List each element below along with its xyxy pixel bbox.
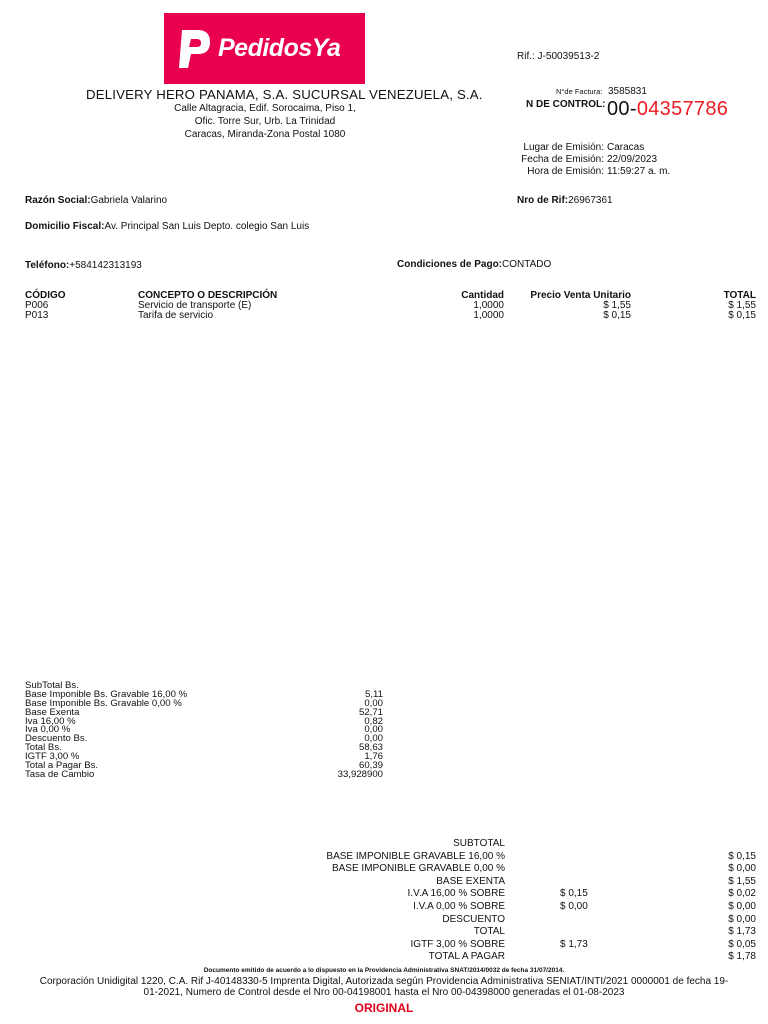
usd-subtotal-label: SUBTOTAL: [453, 838, 505, 849]
row-codigo: P006: [25, 300, 49, 311]
company-rif: Rif.: J-50039513-2: [517, 51, 600, 62]
lugar-value: Caracas: [607, 142, 645, 153]
bs-iva-16-label: Iva 16,00 %: [25, 715, 76, 727]
domicilio-label: Domicilio Fiscal:: [25, 221, 105, 232]
control-digits: 04357786: [636, 98, 729, 120]
printer-line-1: Corporación Unidigital 1220, C.A. Rif J-40148330-5 Imprenta Digital, Autorizada según Providencia Administrativa SENIAT/INTI/2021 0000001 de fecha 19-: [39, 976, 729, 987]
row-cantidad: 1,0000: [473, 310, 504, 321]
client-rif: [517, 195, 613, 206]
logo-text: PedidosYa: [218, 34, 341, 62]
usd-summary-bases: [560, 838, 632, 964]
row-precio: $ 1,55: [603, 300, 631, 311]
lugar-label: Lugar de Emisión:: [523, 142, 604, 153]
client-rif-label: Nro de Rif:: [517, 195, 569, 206]
col-header-codigo: CÓDIGO: [25, 290, 66, 301]
bs-subtotal-label: SubTotal Bs.: [25, 680, 79, 691]
usd-subtotal-value: [680, 838, 756, 851]
factura-number: 3585831: [608, 86, 647, 97]
bs-iva-0-label: Iva 0,00 %: [25, 724, 71, 736]
usd-igtf-label: IGTF 3,00 % SOBRE: [410, 938, 505, 950]
usd-iva-16-label: I.V.A 16,00 % SOBRE: [407, 888, 505, 900]
address-line-1: Calle Altagracia, Edif. Sorocaima, Piso 1,: [174, 103, 356, 114]
usd-descuento-label: DESCUENTO: [442, 913, 505, 925]
col-header-total: TOTAL: [723, 290, 756, 301]
row-concepto: Tarifa de servicio: [138, 310, 214, 321]
bs-iva-16-value: 0,82: [364, 715, 383, 727]
razon-social: [25, 195, 167, 206]
usd-base-gravable-0-value: $ 0,00: [728, 863, 756, 875]
bs-total-pagar-label: Total a Pagar Bs.: [25, 760, 99, 772]
usd-base-gravable-16-label: BASE IMPONIBLE GRAVABLE 16,00 %: [326, 850, 505, 862]
factura-label: N°de Factura:: [556, 87, 603, 96]
pedidosya-p-icon: [176, 26, 212, 72]
fecha-value: 22/09/2023: [607, 154, 658, 165]
telefono-value: +584142313193: [69, 260, 142, 271]
razon-value: Gabriela Valarino: [90, 195, 168, 206]
pedidosya-logo: [164, 13, 365, 84]
usd-mid-9: [560, 951, 632, 964]
usd-mid-7: [560, 926, 632, 939]
usd-base-gravable-16-value: $ 0,15: [728, 850, 756, 862]
usd-summary-values: [680, 838, 756, 964]
bs-tasa-cambio-label: Tasa de Cambio: [25, 768, 95, 780]
domicilio-value: Av. Principal San Luis Depto. colegio San Luis: [104, 221, 310, 232]
row-concepto: Servicio de transporte (E): [138, 300, 252, 311]
hora-label: Hora de Emisión:: [527, 166, 604, 177]
fecha-label: Fecha de Emisión:: [521, 154, 604, 165]
bs-base-gravable-16-value: 5,11: [365, 688, 383, 700]
col-header-cantidad: Cantidad: [461, 290, 504, 301]
condiciones-value: CONTADO: [502, 259, 552, 270]
bs-total-pagar-value: 60,39: [358, 760, 383, 772]
usd-descuento-value: $ 0,00: [728, 913, 756, 925]
usd-iva-0-base: $ 0,00: [560, 900, 588, 912]
bs-summary-values: [300, 682, 383, 780]
legal-note: Documento emitido de acuerdo a lo dispuesto en la Providencia Administrativa SNAT/2014/0032 de fecha 31/07/2014.: [203, 967, 565, 974]
usd-mid-1: [560, 851, 632, 864]
usd-total-pagar-value: $ 1,78: [728, 951, 756, 963]
usd-summary-labels: [250, 838, 505, 964]
condiciones-label: Condiciones de Pago:: [397, 259, 503, 270]
usd-iva-0-label: I.V.A 0,00 % SOBRE: [413, 900, 505, 912]
row-total: $ 0,15: [728, 310, 756, 321]
row-total: $ 1,55: [728, 300, 756, 311]
usd-mid-6: [560, 914, 632, 927]
usd-iva-0-value: $ 0,00: [728, 900, 756, 912]
printer-line-2: 01-2021, Numero de Control desde el Nro 00-04198001 hasta el Nro 00-04398000 generadas el 01-08-2023: [143, 987, 625, 998]
domicilio-fiscal: [25, 221, 309, 232]
usd-total-label: TOTAL: [473, 926, 505, 938]
bs-base-exenta-label: Base Exenta: [25, 706, 80, 718]
usd-igtf-value: $ 0,05: [728, 938, 756, 950]
address-line-3: Caracas, Miranda-Zona Postal 1080: [184, 129, 346, 140]
usd-base-gravable-0-label: BASE IMPONIBLE GRAVABLE 0,00 %: [331, 863, 505, 875]
usd-total-value: $ 1,73: [728, 926, 756, 938]
company-name: DELIVERY HERO PANAMA, S.A. SUCURSAL VENEZUELA, S.A.: [86, 87, 483, 102]
bs-tasa-cambio-value: 33,928900: [337, 768, 383, 780]
bs-descuento-label: Descuento Bs.: [25, 733, 88, 745]
usd-mid-0: [560, 838, 632, 851]
usd-iva-16-value: $ 0,02: [728, 888, 756, 900]
client-rif-value: 26967361: [568, 195, 613, 206]
row-codigo: P013: [25, 310, 49, 321]
usd-iva-16-base: $ 0,15: [560, 888, 588, 900]
row-cantidad: 1,0000: [473, 300, 504, 311]
address-line-2: Ofic. Torre Sur, Urb. La Trinidad: [194, 116, 336, 127]
bs-base-exenta-value: 52,71: [358, 706, 383, 718]
bs-total-value: 58,63: [358, 742, 383, 754]
bs-descuento-value: 0,00: [364, 733, 383, 745]
usd-mid-2: [560, 863, 632, 876]
telefono: [25, 260, 142, 271]
col-header-concepto: CONCEPTO O DESCRIPCIÓN: [138, 290, 278, 301]
usd-mid-3: [560, 876, 632, 889]
row-precio: $ 0,15: [603, 310, 631, 321]
control-number: [607, 98, 728, 121]
usd-igtf-base: $ 1,73: [560, 938, 588, 950]
bs-iva-0-value: 0,00: [364, 724, 383, 736]
control-prefix: 00-: [607, 98, 637, 120]
bs-total-label: Total Bs.: [25, 742, 62, 754]
bs-base-gravable-0-value: 0,00: [364, 697, 383, 709]
bs-base-gravable-0-label: Base Imponible Bs. Gravable 0,00 %: [25, 697, 182, 709]
razon-label: Razón Social:: [25, 195, 91, 206]
original-stamp: ORIGINAL: [354, 1001, 414, 1015]
bs-igtf-label: IGTF 3,00 %: [25, 751, 80, 763]
bs-igtf-value: 1,76: [364, 751, 383, 763]
control-label: N DE CONTROL:: [526, 99, 606, 110]
telefono-label: Teléfono:: [25, 260, 70, 271]
usd-base-exenta-label: BASE EXENTA: [436, 875, 505, 887]
bs-summary-labels: [25, 682, 187, 780]
col-header-precio: Precio Venta Unitario: [530, 290, 631, 301]
condiciones-pago: [397, 259, 551, 270]
bs-base-gravable-16-label: Base Imponible Bs. Gravable 16,00 %: [25, 688, 188, 700]
usd-total-pagar-label: TOTAL A PAGAR: [428, 951, 505, 963]
usd-base-exenta-value: $ 1,55: [728, 875, 756, 887]
hora-value: 11:59:27 a. m.: [607, 166, 671, 177]
